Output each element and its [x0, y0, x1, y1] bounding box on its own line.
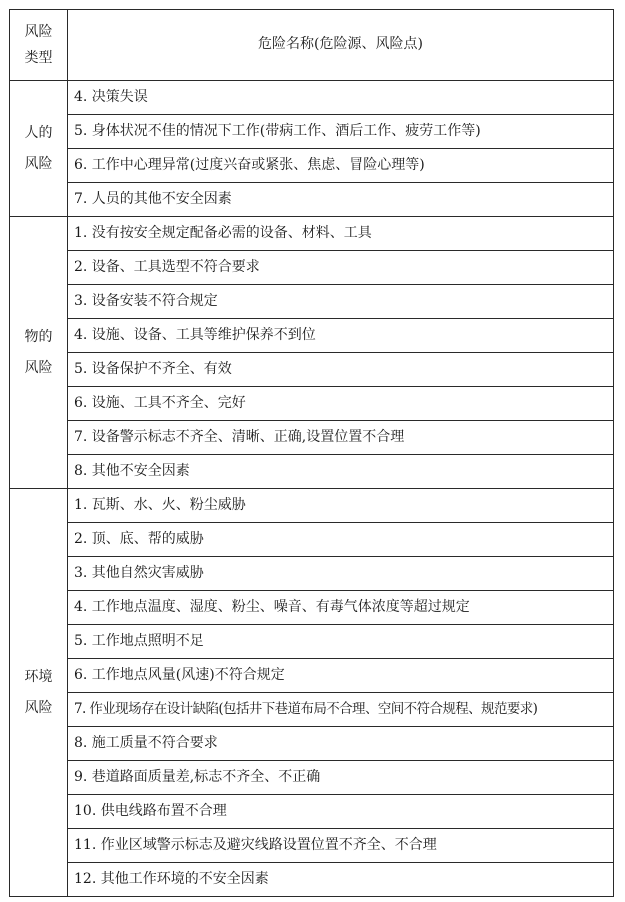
table-row [10, 557, 614, 591]
header-row [10, 10, 614, 81]
table-row [10, 591, 614, 625]
table-row [10, 319, 614, 353]
risk-type-cell [10, 489, 68, 897]
risk-item: 2. 设备、工具选型不符合要求 [68, 251, 614, 285]
risk-item: 11. 作业区域警示标志及避灾线路设置位置不齐全、不合理 [68, 829, 614, 863]
table-row [10, 727, 614, 761]
risk-item: 5. 设备保护不齐全、有效 [68, 353, 614, 387]
risk-type-label: 人的风险 [24, 124, 53, 172]
table-row [10, 353, 614, 387]
risk-item: 4. 设施、设备、工具等维护保养不到位 [68, 319, 614, 353]
table-row [10, 421, 614, 455]
risk-item: 2. 顶、底、帮的威胁 [68, 523, 614, 557]
header-type-label: 风险类型 [24, 24, 53, 66]
risk-item: 4. 决策失误 [68, 81, 614, 115]
risk-item: 8. 其他不安全因素 [68, 455, 614, 489]
risk-item: 7. 人员的其他不安全因素 [68, 183, 614, 217]
risk-item: 6. 工作地点风量(风速)不符合规定 [68, 659, 614, 693]
risk-table [9, 9, 614, 897]
risk-item: 12. 其他工作环境的不安全因素 [68, 863, 614, 897]
table-row [10, 625, 614, 659]
table-row [10, 81, 614, 115]
table-row [10, 523, 614, 557]
risk-item: 6. 工作中心理异常(过度兴奋或紧张、焦虑、冒险心理等) [68, 149, 614, 183]
table-row [10, 285, 614, 319]
table-row [10, 693, 614, 727]
table-row [10, 183, 614, 217]
risk-type-label: 物的风险 [24, 328, 53, 376]
risk-item: 5. 身体状况不佳的情况下工作(带病工作、酒后工作、疲劳工作等) [68, 115, 614, 149]
risk-item: 8. 施工质量不符合要求 [68, 727, 614, 761]
risk-item: 7. 设备警示标志不齐全、清晰、正确,设置位置不合理 [68, 421, 614, 455]
table-row [10, 455, 614, 489]
header-type-cell [10, 10, 68, 81]
risk-item: 3. 设备安装不符合规定 [68, 285, 614, 319]
table-row [10, 659, 614, 693]
table-row [10, 387, 614, 421]
risk-item: 5. 工作地点照明不足 [68, 625, 614, 659]
risk-type-cell [10, 217, 68, 489]
risk-item: 7. 作业现场存在设计缺陷(包括井下巷道布局不合理、空间不符合规程、规范要求) [68, 693, 614, 727]
header-name-label: 危险名称(危险源、风险点) [258, 36, 423, 53]
risk-item: 10. 供电线路布置不合理 [68, 795, 614, 829]
risk-type-label: 环境风险 [24, 668, 53, 716]
table-row [10, 829, 614, 863]
risk-item: 1. 瓦斯、水、火、粉尘威胁 [68, 489, 614, 523]
header-name-cell [68, 10, 614, 81]
table-row [10, 149, 614, 183]
table-row [10, 863, 614, 897]
risk-table-body [10, 81, 614, 897]
risk-item: 6. 设施、工具不齐全、完好 [68, 387, 614, 421]
risk-item: 3. 其他自然灾害威胁 [68, 557, 614, 591]
table-row [10, 489, 614, 523]
risk-item: 4. 工作地点温度、湿度、粉尘、噪音、有毒气体浓度等超过规定 [68, 591, 614, 625]
table-row [10, 795, 614, 829]
risk-item: 1. 没有按安全规定配备必需的设备、材料、工具 [68, 217, 614, 251]
table-row [10, 115, 614, 149]
table-row [10, 217, 614, 251]
table-row [10, 761, 614, 795]
risk-type-cell [10, 81, 68, 217]
table-row [10, 251, 614, 285]
risk-item: 9. 巷道路面质量差,标志不齐全、不正确 [68, 761, 614, 795]
